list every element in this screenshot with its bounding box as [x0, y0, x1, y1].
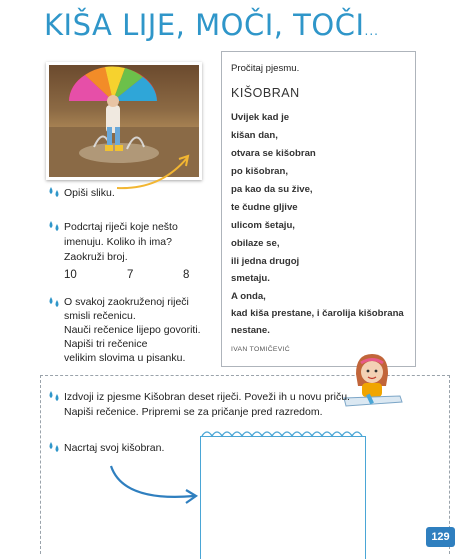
curved-arrow-icon — [108, 462, 203, 512]
poem-line: obilaze se, — [231, 238, 280, 249]
poem-line: Uvijek kad je — [231, 112, 290, 123]
poem-author: IVAN TOMIČEVIĆ — [231, 346, 290, 353]
poem-instruction: Pročitaj pjesmu. — [231, 63, 300, 74]
poem-line: smetaju. — [231, 273, 270, 284]
girl-writing-illustration — [342, 350, 404, 412]
poem-line: kad kiša prestane, i čarolija kišobrana — [231, 308, 404, 319]
task-draw: Nacrtaj svoj kišobran. — [64, 442, 165, 454]
poem-line: kišan dan, — [231, 130, 278, 141]
raindrop-icon — [47, 390, 60, 403]
task-sentences-line-3: Nauči rečenice lijepo govoriti. — [64, 324, 201, 336]
poem-line: te čudne gljive — [231, 202, 298, 213]
raindrop-icon — [47, 220, 60, 233]
poem-line: ulicom šetaju, — [231, 220, 295, 231]
page-title: KIŠA LIJE, MOČI, TOČI... — [44, 8, 379, 42]
raindrop-icon — [47, 186, 60, 199]
choice-number[interactable]: 7 — [127, 269, 134, 281]
task-sentences-line-2: smisli rečenicu. — [64, 310, 136, 322]
curved-arrow-icon — [115, 150, 195, 195]
choice-number[interactable]: 10 — [64, 269, 77, 281]
poem-line: nestane. — [231, 325, 270, 336]
task-describe: Opiši sliku. — [64, 187, 115, 199]
task-sentences-line-4: Napiši tri rečenice — [64, 338, 148, 350]
poem-line: A onda, — [231, 291, 266, 302]
poem-line: otvara se kišobran — [231, 148, 316, 159]
poem-title: KIŠOBRAN — [231, 86, 300, 100]
task-underline-line-3: Zaokruži broj. — [64, 251, 128, 263]
task-sentences-line-5: velikim slovima u pisanku. — [64, 352, 186, 364]
choice-number[interactable]: 8 — [183, 269, 190, 281]
task-underline-line-2: imenuju. Koliko ih ima? — [64, 236, 172, 248]
poem-line: po kišobran, — [231, 166, 289, 177]
task-story-line-1: Izdvoji iz pjesme Kišobran deset riječi. Poveži ih u novu priču. — [64, 391, 350, 403]
task-sentences-line-1: O svakoj zaokruženoj riječi — [64, 296, 189, 308]
raindrop-icon — [47, 441, 60, 454]
drawing-frame[interactable] — [200, 436, 366, 559]
poem-line: ili jedna drugoj — [231, 256, 300, 267]
poem-line: pa kao da su žive, — [231, 184, 313, 195]
page-number: 129 — [426, 527, 455, 547]
task-story-line-2: Napiši rečenice. Pripremi se za pričanje pred razredom. — [64, 406, 323, 418]
raindrop-icon — [47, 296, 60, 309]
scallop-border — [200, 426, 366, 440]
task-underline-line-1: Podcrtaj riječi koje nešto — [64, 221, 178, 233]
